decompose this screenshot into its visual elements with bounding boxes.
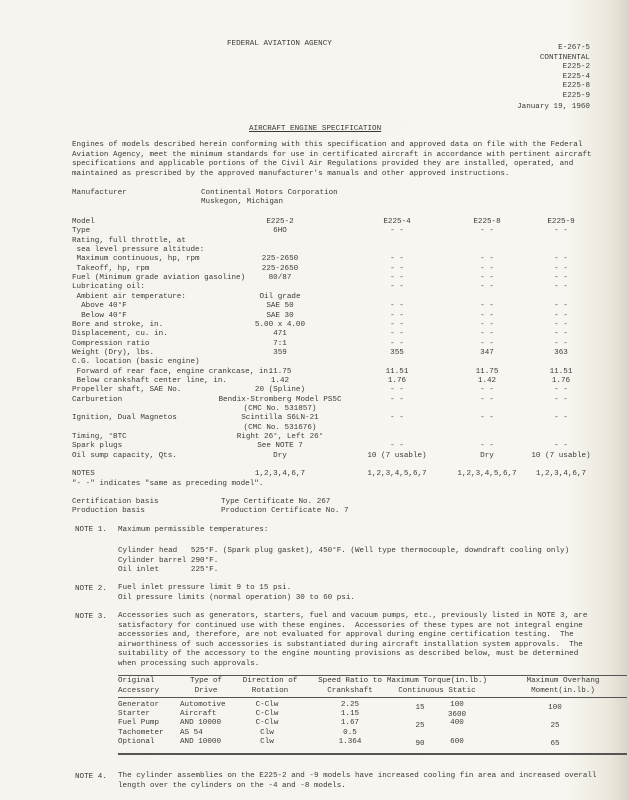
note1-line: Cylinder barrel 290°F. [118, 556, 219, 565]
note3-line: when processing such approvals. [118, 660, 260, 668]
table-header-rule [118, 697, 627, 698]
spec-cell-3: 1,2,3,4,5,6,7 [457, 470, 517, 479]
accessory-cell: 25 [415, 721, 425, 730]
spec-cell-4: - - [554, 339, 568, 348]
spec-row-label: Rating, full throttle, at [72, 236, 186, 245]
spec-row-label: Ambient air temperature: [72, 292, 186, 301]
spec-row-label: Weight (Dry), lbs. [72, 348, 155, 357]
certification-basis-label: Certification basis [72, 498, 159, 506]
spec-cell-1: 11.75 [268, 367, 292, 376]
spec-row [0, 368, 629, 377]
accessory-cell: Fuel Pump [118, 719, 160, 728]
note3-line: airworthiness of such accessories is substantiated during aircraft installation system approvals. The [118, 640, 583, 649]
table-top-rule [118, 675, 627, 676]
certification-basis-value: Type Certificate No. 267 [221, 498, 331, 506]
spec-cell-2: - - [390, 264, 404, 273]
note1-line: Oil inlet 225°F. [118, 566, 219, 575]
spec-cell-3: - - [480, 339, 494, 348]
spec-cell-1: 225-2650 [261, 264, 299, 273]
spec-row [0, 349, 629, 358]
note1-line: Cylinder head 525°F. (Spark plug gasket), 450°F. (Well type thermocouple, downdraft cooling only) [118, 547, 570, 555]
spec-row-label: Type [72, 227, 91, 236]
spec-row [0, 433, 629, 442]
manufacturer-location: Muskegon, Michigan [201, 198, 284, 206]
spec-cell-1: 7:1 [273, 339, 287, 348]
spec-cell-2: - - [390, 414, 404, 423]
spec-row [0, 480, 629, 489]
spec-cell-4: - - [554, 302, 568, 311]
reference-line: CONTINENTAL [539, 53, 590, 62]
accessory-header: Moment(in.lb.) [531, 686, 595, 695]
accessory-cell: 1.15 [340, 710, 360, 719]
spec-cell-1: See NOTE 7 [257, 442, 303, 451]
spec-cell-4: - - [554, 330, 568, 339]
spec-cell-2: - - [390, 227, 404, 236]
spec-cell-4: - - [554, 227, 568, 236]
spec-cell-4: 1,2,3,4,6,7 [535, 470, 587, 479]
spec-cell-1: 359 [273, 348, 287, 357]
spec-cell-4: E225-9 [547, 218, 575, 226]
reference-line: E225-9 [562, 91, 590, 100]
accessory-cell: AS 54 [180, 728, 203, 737]
spec-cell-1: 80/87 [268, 274, 292, 283]
accessory-cell: AND 10000 [180, 719, 222, 728]
accessory-cell: C-Clw [255, 701, 279, 709]
spec-row [0, 377, 629, 386]
accessory-header: Accessory [118, 686, 160, 695]
spec-cell-1: Oil grade [259, 292, 301, 301]
accessory-cell: Generator [118, 701, 160, 709]
spec-row-label: C.G. location (basic engine) [72, 358, 200, 367]
spec-row [0, 312, 629, 321]
spec-cell-2: - - [390, 311, 404, 320]
spec-cell-2: 11.51 [385, 367, 409, 376]
spec-cell-4: - - [554, 442, 568, 451]
spec-cell-3: - - [480, 414, 494, 423]
spec-cell-4: 10 (7 usable) [531, 451, 591, 460]
note4-line: length over the cylinders on the -4 and -8 models. [118, 781, 346, 790]
spec-row [0, 442, 629, 451]
spec-cell-3: - - [480, 330, 494, 339]
agency-name: FEDERAL AVIATION AGENCY [227, 40, 332, 48]
spec-row-label: Oil sump capacity, Qts. [72, 451, 177, 460]
accessory-cell: 0.5 [343, 728, 357, 737]
spec-cell-1: Right 26°, Left 26° [236, 433, 324, 442]
spec-row-label: Model [72, 218, 95, 226]
spec-row-label: Below 40°F [72, 311, 127, 320]
note4-line: The cylinder assemblies on the E225-2 and -9 models have increased cooling fin area and increased overall [118, 772, 597, 780]
spec-cell-3: - - [480, 274, 494, 283]
accessory-row [0, 701, 629, 710]
accessory-header: Direction of [242, 677, 298, 685]
spec-row [0, 302, 629, 311]
spec-cell-3: E225-8 [473, 218, 501, 226]
spec-cell-4: - - [554, 311, 568, 320]
accessory-cell: 25 [550, 721, 560, 730]
accessory-cell: 1.67 [340, 719, 360, 728]
intro-line: specifications and applicable portions of the Civil Air Regulations provided they are installed, operated, and [72, 160, 574, 169]
accessory-cell: 2.25 [340, 701, 360, 709]
spec-cell-3: - - [480, 442, 494, 451]
spec-row-label: Compression ratio [72, 339, 150, 348]
spec-cell-4: - - [554, 395, 568, 404]
spec-row-label: Below crankshaft center line, in. [72, 376, 227, 385]
accessory-cell: Optional [118, 737, 155, 746]
manufacturer-label: Manufacturer [72, 189, 127, 197]
accessory-header: Type of [190, 677, 222, 685]
accessory-header: Drive [194, 686, 218, 695]
spec-cell-1: 1,2,3,4,6,7 [254, 470, 306, 479]
spec-cell-2: 10 (7 usable) [367, 451, 427, 460]
spec-cell-1: (CMC No. 531676) [243, 423, 317, 432]
spec-row-label: Fuel (Minimum grade aviation gasoline) [72, 274, 246, 283]
accessory-header: Original [118, 677, 155, 685]
spec-cell-4: - - [554, 414, 568, 423]
spec-row [0, 321, 629, 330]
spec-cell-2: - - [390, 442, 404, 451]
accessory-cell: C-Clw [255, 719, 279, 728]
spec-cell-1: SAE 30 [266, 311, 294, 320]
spec-row-label: Timing, °BTC [72, 433, 127, 442]
spec-cell-1: Scintilla S6LN-21 [241, 414, 319, 423]
accessory-header: Crankshaft [327, 686, 373, 695]
accessory-header: Speed Ratio to [318, 677, 382, 685]
spec-cell-4: - - [554, 283, 568, 292]
spec-cell-3: - - [480, 283, 494, 292]
spec-cell-3: - - [480, 320, 494, 329]
document-title: AIRCRAFT ENGINE SPECIFICATION [249, 125, 382, 133]
spec-row [0, 396, 629, 405]
spec-cell-1: 1.42 [270, 376, 290, 385]
manufacturer-name: Continental Motors Corporation [201, 189, 338, 197]
spec-row [0, 265, 629, 274]
spec-row-label: Carburetion [72, 395, 123, 404]
document-date: January 19, 1960 [517, 103, 590, 111]
spec-cell-4: - - [554, 386, 568, 395]
intro-line: Aviation Agency, meet the minimum standards for use in certificated aircraft in accordance with pertinent aircraft [72, 150, 592, 159]
accessory-row [0, 738, 629, 747]
spec-cell-1: SAE 50 [266, 302, 294, 311]
spec-cell-4: 11.51 [549, 367, 573, 376]
spec-cell-3: 347 [480, 348, 494, 357]
spec-row [0, 255, 629, 264]
spec-cell-4: - - [554, 255, 568, 264]
spec-cell-1: (CMC No. 531857) [243, 405, 317, 413]
spec-row [0, 461, 629, 470]
accessory-cell: 400 [450, 719, 464, 728]
accessory-header: Continuous Static [398, 686, 476, 695]
spec-row [0, 386, 629, 395]
accessory-cell: 65 [550, 740, 560, 749]
note2-line: Oil pressure limits (normal operation) 30 to 60 psi. [118, 593, 355, 602]
spec-cell-4: 363 [554, 348, 568, 357]
note1-label: NOTE 1. [75, 526, 107, 534]
spec-row-label: Above 40°F [72, 302, 127, 311]
spec-row-label: Maximum continuous, hp, rpm [72, 255, 200, 264]
spec-cell-2: - - [390, 274, 404, 283]
spec-cell-4: 1.76 [551, 376, 571, 385]
accessory-cell: C-Clw [255, 710, 279, 719]
spec-cell-2: - - [390, 302, 404, 311]
spec-cell-1: 471 [273, 330, 287, 339]
spec-row-label: Ignition, Dual Magnetos [72, 414, 177, 423]
spec-row [0, 340, 629, 349]
note3-line: accessories and, therefore, are not evaluated for approval during engine certification testing. The [118, 631, 574, 640]
spec-cell-2: - - [390, 395, 404, 404]
spec-cell-2: - - [390, 386, 404, 395]
spec-row [0, 237, 629, 246]
table-bottom-rule [118, 753, 627, 755]
accessory-header: Maximum Torque(in.lb.) [386, 677, 488, 685]
spec-cell-2: 1,2,3,4,5,6,7 [367, 470, 427, 479]
spec-row [0, 452, 629, 461]
spec-cell-3: - - [480, 311, 494, 320]
spec-cell-1: Dry [273, 451, 287, 460]
spec-row-label: Bore and stroke, in. [72, 320, 164, 329]
spec-cell-3: 1.42 [477, 376, 497, 385]
spec-row [0, 405, 629, 414]
spec-cell-3: Dry [480, 451, 494, 460]
spec-row [0, 283, 629, 292]
spec-row-label: NOTES [72, 470, 95, 479]
accessory-row [0, 719, 629, 728]
spec-row-label: Takeoff, hp, rpm [72, 264, 150, 273]
spec-row [0, 293, 629, 302]
production-basis-label: Production basis [72, 507, 145, 515]
accessory-cell: 600 [450, 737, 464, 746]
spec-cell-1: 5.00 x 4.00 [254, 320, 306, 329]
spec-cell-1: E225-2 [266, 218, 294, 226]
spec-row [0, 274, 629, 283]
spec-cell-3: - - [480, 386, 494, 395]
spec-cell-2: - - [390, 283, 404, 292]
accessory-cell: 15 [415, 703, 425, 712]
accessory-cell: Starter [118, 710, 150, 719]
spec-cell-3: - - [480, 302, 494, 311]
spec-cell-2: 355 [390, 348, 404, 357]
spec-cell-4: - - [554, 264, 568, 273]
spec-cell-2: 1.76 [387, 376, 407, 385]
accessory-cell: Clw [260, 737, 274, 746]
spec-cell-1: Bendix-Stromberg Model PS5C [218, 395, 342, 404]
spec-row [0, 227, 629, 236]
spec-cell-1: 20 (Spline) [254, 386, 306, 395]
accessory-cell: Clw [260, 728, 274, 737]
spec-row [0, 330, 629, 339]
spec-row-label: Spark plugs [72, 442, 123, 451]
spec-row-label: sea level pressure altitude: [72, 246, 205, 255]
spec-cell-1: 225-2650 [261, 255, 299, 264]
spec-row [0, 470, 629, 479]
reference-line: E225-4 [562, 72, 590, 81]
spec-cell-2: - - [390, 255, 404, 264]
accessory-cell: 3600 [447, 711, 467, 720]
production-basis-value: Production Certificate No. 7 [221, 507, 349, 515]
spec-row [0, 414, 629, 423]
accessory-cell: Automotive [180, 701, 226, 709]
note3-line: Accessories such as generators, starters, fuel and vacuum pumps, etc., previously listed in NOTE 3, are [118, 612, 588, 620]
reference-line: E225-2 [562, 63, 590, 71]
spec-cell-2: - - [390, 330, 404, 339]
note2-label: NOTE 2. [75, 585, 107, 593]
note3-line: satisfactory for continued use with these engines. Accessories of these types are not integral engine [118, 621, 583, 630]
spec-cell-3: - - [480, 264, 494, 273]
note3-label: NOTE 3. [75, 613, 107, 621]
note3-line: suitability of the accessory to the engine mounting provisions as described below, must be determined [118, 650, 579, 659]
spec-row-label: Lubricating oil: [72, 283, 145, 292]
note4-label: NOTE 4. [75, 773, 107, 781]
reference-line: E225-8 [562, 82, 590, 90]
reference-line: E-267-5 [558, 44, 590, 52]
spec-row [0, 218, 629, 227]
spec-cell-3: - - [480, 227, 494, 236]
spec-cell-2: E225-4 [383, 218, 411, 226]
spec-cell-2: - - [390, 320, 404, 329]
accessory-cell: 100 [548, 703, 562, 712]
accessory-cell: Aircraft [180, 710, 217, 719]
intro-line: maintained as prescribed by the approved manufacturer's manuals and other approved instructions. [72, 170, 510, 179]
accessory-header: Rotation [251, 686, 289, 695]
accessory-cell: Tachometer [118, 728, 164, 737]
spec-cell-3: 11.75 [475, 367, 499, 376]
accessory-cell: 90 [415, 740, 425, 749]
spec-row [0, 246, 629, 255]
spec-cell-1: 6HO [273, 227, 287, 236]
spec-cell-4: - - [554, 274, 568, 283]
spec-row [0, 424, 629, 433]
accessory-header: Maximum Overhang [526, 677, 600, 685]
intro-line: Engines of models described herein conforming with this specification and approved data on file with the Federal [72, 141, 583, 149]
spec-cell-4: - - [554, 320, 568, 329]
spec-row [0, 358, 629, 367]
spec-cell-2: - - [390, 339, 404, 348]
accessory-cell: AND 10000 [180, 737, 222, 746]
spec-row-label: "- -" indicates "same as preceding model". [72, 479, 264, 488]
spec-cell-3: - - [480, 255, 494, 264]
spec-row-label: Propeller shaft, SAE No. [72, 386, 182, 395]
note2-line: Fuel inlet pressure limit 9 to 15 psi. [118, 584, 292, 592]
accessory-row [0, 710, 629, 719]
note1-heading: Maximum permissible temperatures: [118, 526, 269, 534]
spec-row-label: Displacement, cu. in. [72, 330, 168, 339]
spec-cell-3: - - [480, 395, 494, 404]
spec-row-label: Forward of rear face, engine crankcase, in. [72, 367, 273, 376]
accessory-cell: 100 [450, 701, 464, 709]
accessory-row [0, 729, 629, 738]
accessory-cell: 1.364 [338, 737, 362, 746]
